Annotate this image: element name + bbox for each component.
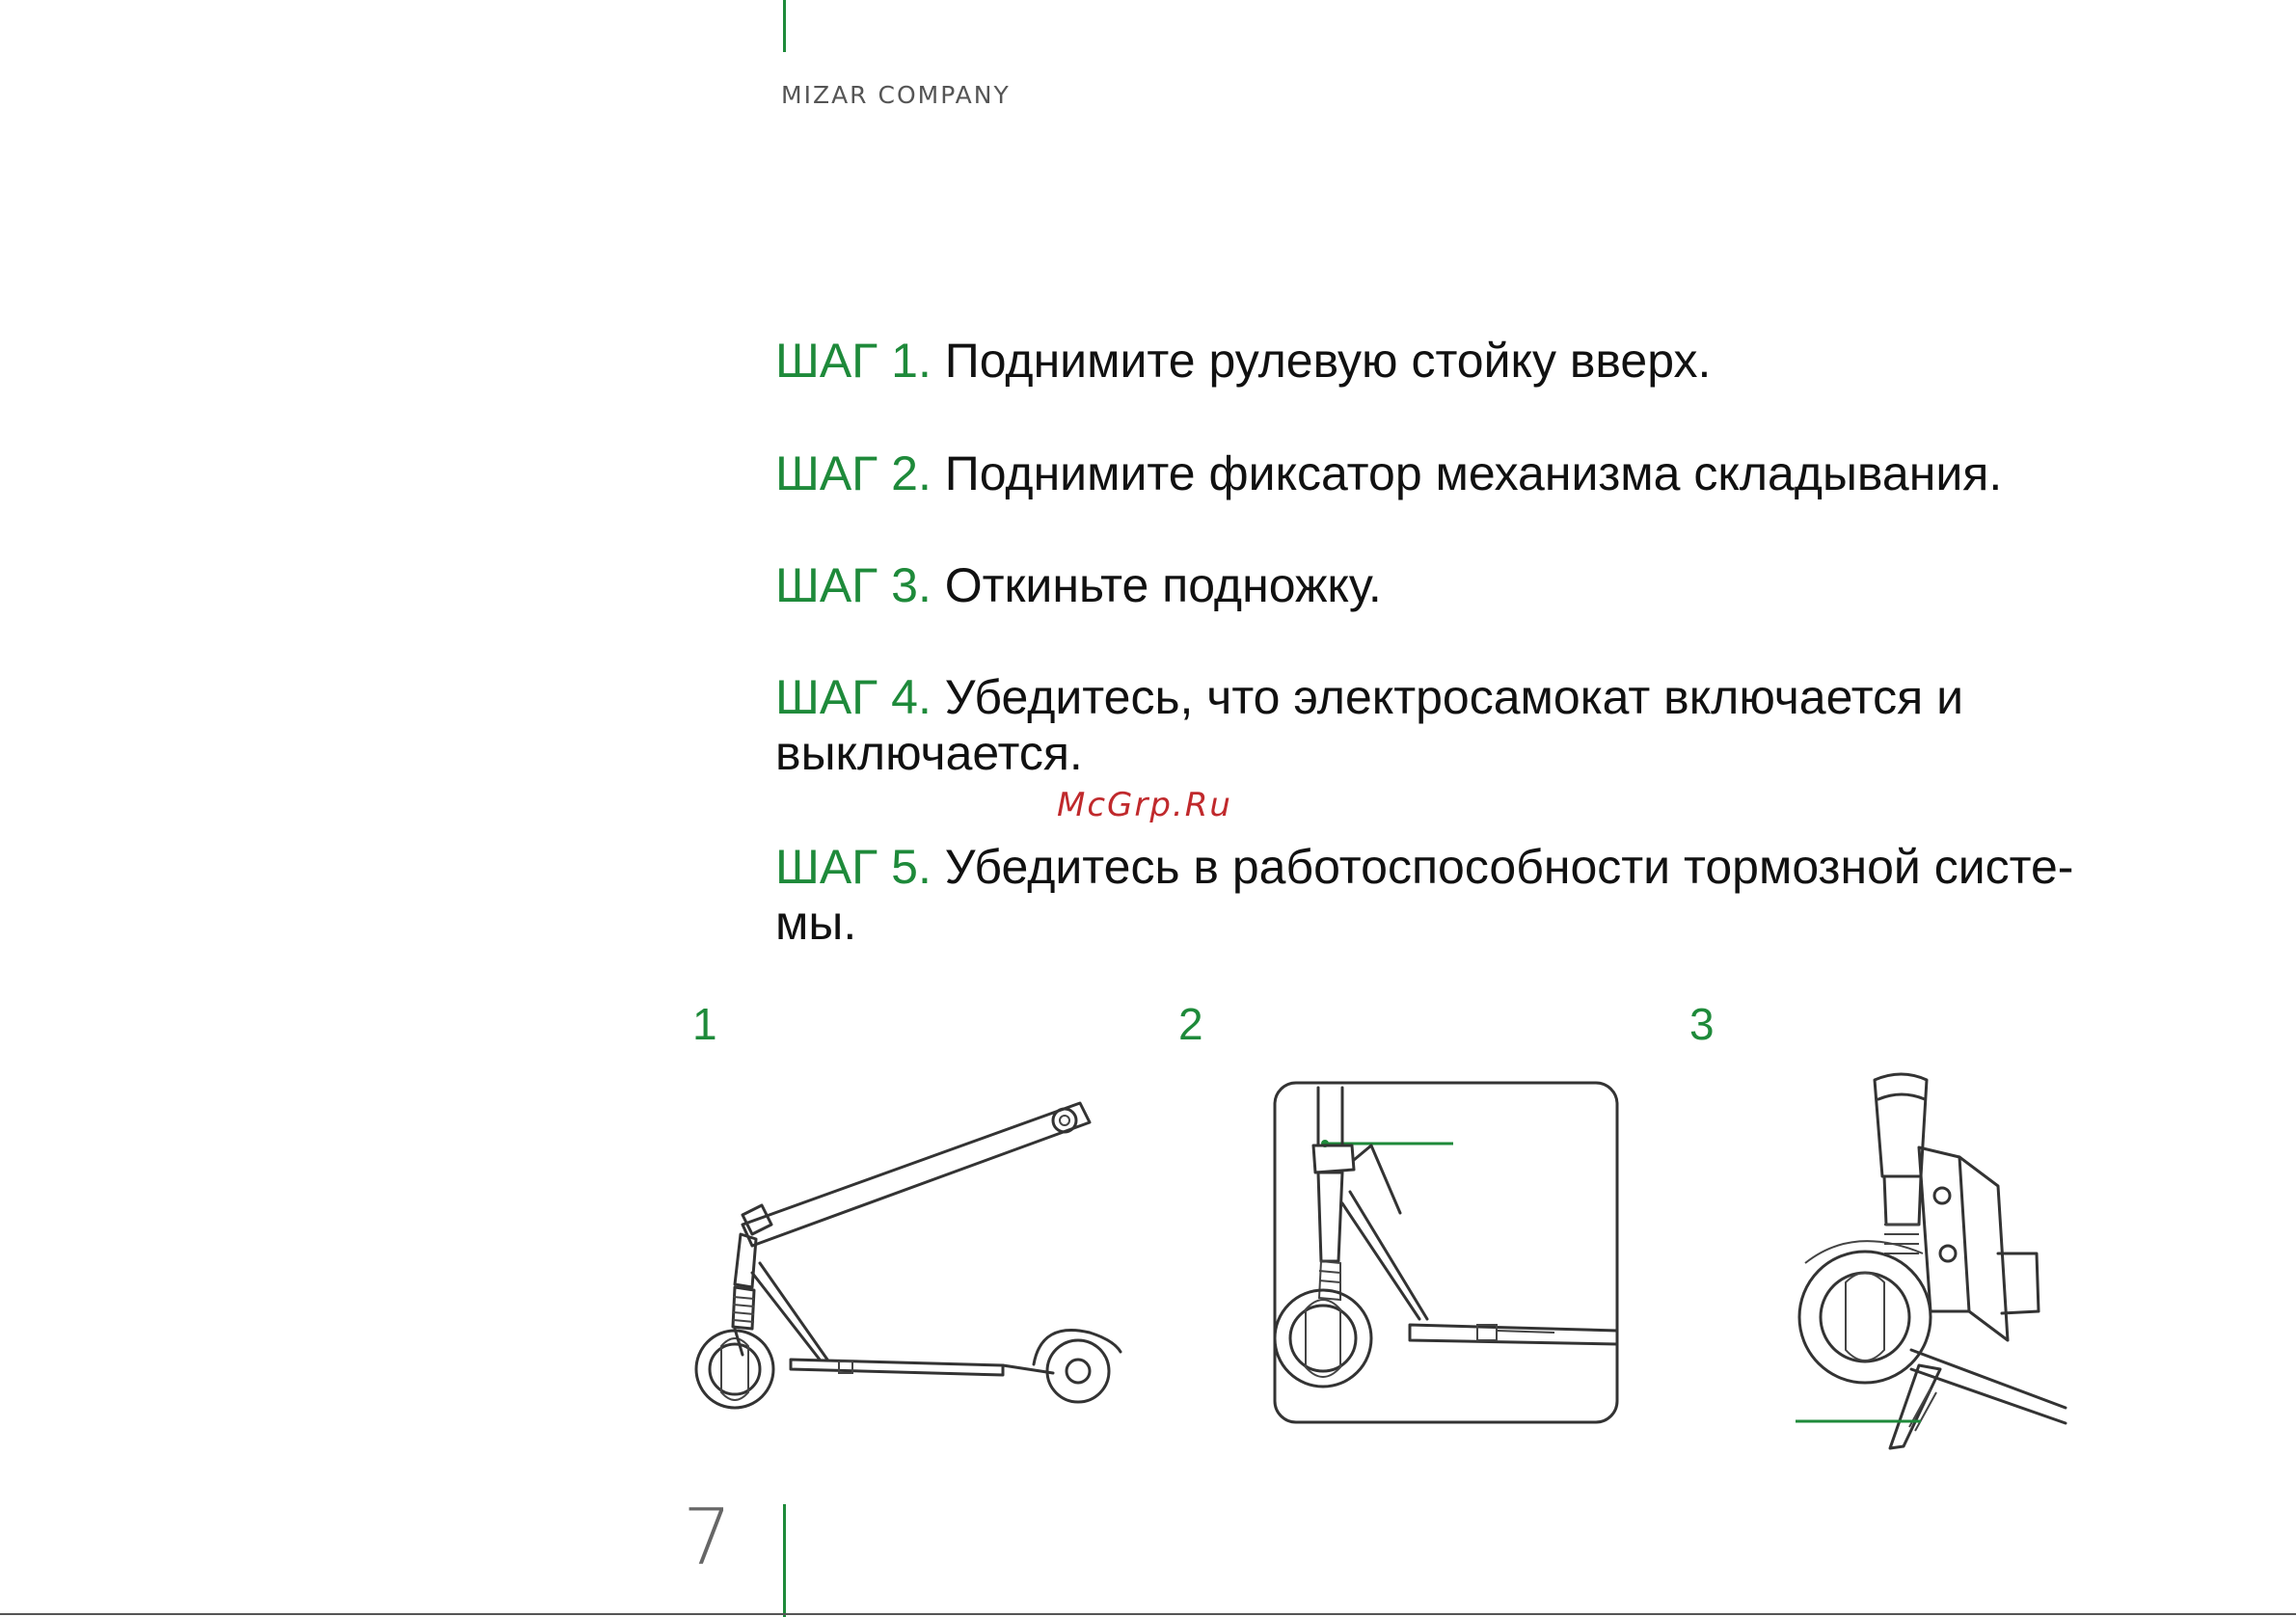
step-5-label: ШАГ 5. [775,840,932,894]
step-2-label: ШАГ 2. [775,446,932,500]
step-1-label: ШАГ 1. [775,334,932,388]
figure-3-number: 3 [1689,999,1715,1049]
step-4 [775,669,2154,781]
folding-lock-illustration [1265,1078,1622,1429]
step-3-text: Откиньте подножку. [944,558,1382,612]
watermark: McGrp.Ru [1057,786,1232,824]
step-3-label: ШАГ 3. [775,558,932,612]
step-1-text: Поднимите рулевую стойку вверх. [944,334,1712,388]
step-5 [775,839,2154,951]
step-4-text: Убедитесь, что электросамокат включается и выключается. [775,670,1963,780]
brand-name: MIZAR COMPANY [781,81,1011,109]
step-2 [775,445,2154,501]
bottom-divider-line [783,1504,786,1617]
page-bottom-rule [0,1613,2296,1615]
figure-1-number: 1 [692,999,717,1049]
step-1 [775,333,2154,389]
step-4-label: ШАГ 4. [775,670,932,724]
scooter-unfold-illustration [675,1080,1138,1427]
figure-2-number: 2 [1178,999,1203,1049]
step-5-text: Убедитесь в работоспособности тормозной систе-мы. [775,840,2074,950]
step-2-text: Поднимите фиксатор механизма складывания. [944,446,2003,500]
kickstand-illustration [1796,1061,2066,1466]
page-number: 7 [683,1493,732,1582]
step-3 [775,557,2154,613]
top-divider-line [783,0,786,52]
